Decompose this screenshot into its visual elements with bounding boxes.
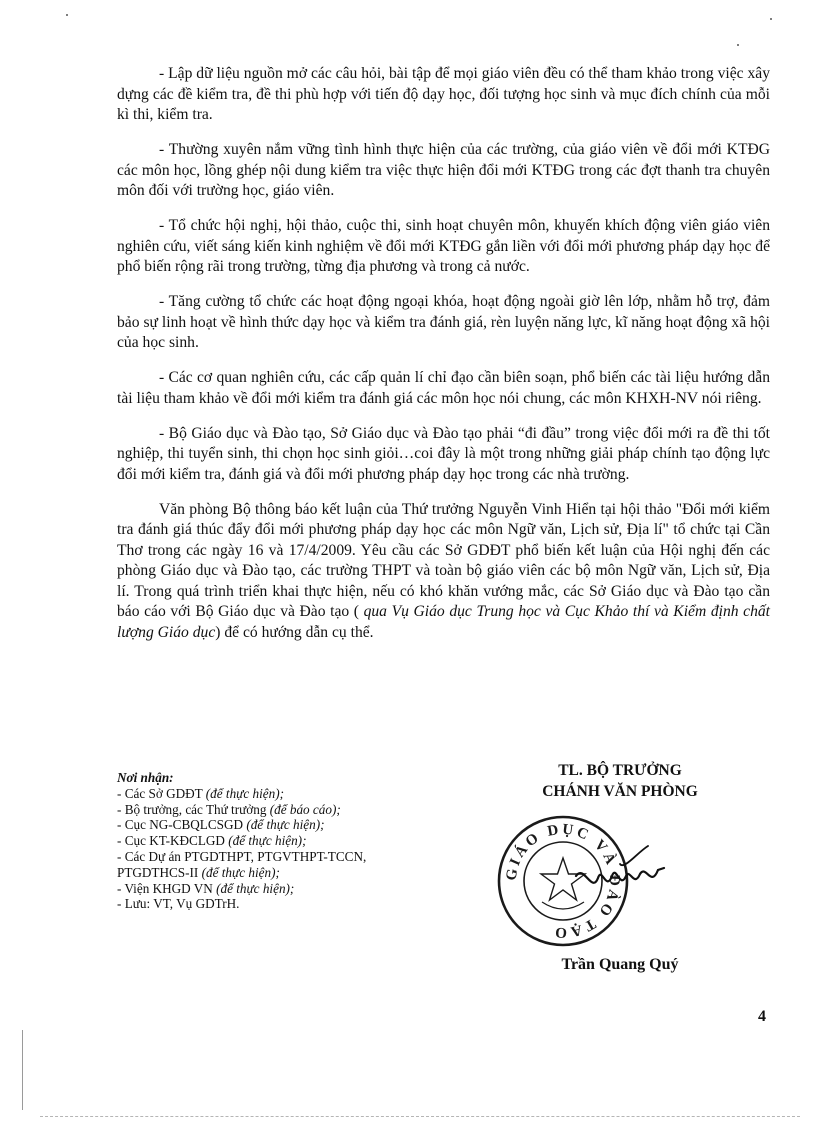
recipient-line xyxy=(117,833,417,849)
recipient-line xyxy=(117,786,417,802)
recipients-title: Nơi nhận: xyxy=(117,770,174,785)
scan-bottom-line xyxy=(40,1116,800,1117)
svg-text:GIÁO DỤC VÀ ĐÀO TẠO xyxy=(504,822,623,941)
recipient-note: (để thực hiện); xyxy=(201,864,280,880)
official-seal-icon xyxy=(488,806,674,956)
recipient-note: (để báo cáo); xyxy=(269,801,341,817)
recipient-text: - Lưu: VT, Vụ GDTrH. xyxy=(117,896,240,912)
recipient-note: (để thực hiện); xyxy=(228,833,307,849)
scan-speck xyxy=(66,14,68,16)
paragraph-2: - Thường xuyên nắm vững tình hình thực hiện của các trường, của giáo viên về đổi mới KTĐG các môn học, lồng ghép nội dung kiểm tra việc thực hiện đổi mới KTĐG trong các đợt thanh tra chuyên môn đối với trường học, giáo viên. xyxy=(117,141,770,199)
scan-speck xyxy=(770,18,772,20)
paragraph-1: - Lập dữ liệu nguồn mở các câu hỏi, bài tập để mọi giáo viên đều có thể tham khảo trong việc xây dựng các đề kiểm tra, đề thi phù hợp với tiến độ dạy học, đối tượng học sinh và mục đích chính của mỗi kì thi, kiểm tra. xyxy=(117,65,770,123)
body-text xyxy=(117,64,770,658)
recipient-text: - Viện KHGD VN xyxy=(117,880,217,896)
paragraph-6: - Bộ Giáo dục và Đào tạo, Sở Giáo dục và Đào tạo phải “đi đầu” trong việc đổi mới ra đề thi tốt nghiệp, thi tuyển sinh, thi chọn học sinh giỏi…coi đây là một trong những giải pháp chính tạo động lực đổi mới kiểm tra, đánh giá và đổi mới phương pháp dạy học trong các nhà trường. xyxy=(117,424,770,483)
signer-name: Trần Quang Quý xyxy=(561,956,679,973)
recipient-note: (để thực hiện); xyxy=(216,880,295,896)
recipient-text: - Các Dự án PTGDTHPT, PTGVTHPT-TCCN, PTGDTHCS-II xyxy=(117,848,367,880)
signature-title-1: TL. BỘ TRƯỞNG xyxy=(558,762,682,779)
recipient-text: - Bộ trưởng, các Thứ trưởng xyxy=(117,801,270,817)
signature-block xyxy=(470,760,770,802)
recipient-line xyxy=(117,896,417,912)
closing-text-end: ) để có hướng dẫn cụ thể. xyxy=(215,623,374,641)
recipient-note: (để thực hiện); xyxy=(205,785,285,801)
scan-edge-line xyxy=(22,1030,23,1110)
seal-text: GIÁO DỤC VÀ ĐÀO TẠO xyxy=(503,821,623,941)
paragraph-4: - Tăng cường tổ chức các hoạt động ngoại khóa, hoạt động ngoài giờ lên lớp, nhằm hỗ trợ, đảm bảo sự linh hoạt về hình thức dạy học và kiểm tra đánh giá, rèn luyện năng lực, kĩ năng hoạt động xã hội của học sinh. xyxy=(117,293,770,351)
closing-text-italic: qua Vụ Giáo dục Trung học và Cục Khảo thí và Kiểm định chất lượng Giáo dục xyxy=(117,603,770,641)
recipient-line xyxy=(117,817,417,833)
closing-text-start: Văn phòng Bộ thông báo kết luận của Thứ trưởng Nguyễn Vinh Hiển tại hội thảo "Đổi mới kiểm tra đánh giá thúc đẩy đổi mới phương pháp dạy học các môn Ngữ văn, Lịch sử, Địa lí" tổ chức tại Cần Thơ trong các ngày 16 và 17/4/2009. Yêu cầu các Sở GDĐT phổ biến kết luận của Hội nghị đến các phòng Giáo dục và Đào tạo, các trường THPT và toàn bộ giáo viên các bộ môn Ngữ văn, Lịch sử, Địa lí. Trong quá trình triển khai thực hiện, nếu có khó khăn vướng mắc, các Sở Giáo dục và Đào tạo cần báo cáo với Bộ Giáo dục và Đào tạo ( xyxy=(117,500,770,620)
recipient-note: (để thực hiện); xyxy=(246,817,325,833)
recipient-text: - Các Sở GDĐT xyxy=(117,785,206,801)
paragraph-5: - Các cơ quan nghiên cứu, các cấp quản lí chỉ đạo cần biên soạn, phổ biến các tài liệu hướng dẫn tài liệu tham khảo về đổi mới kiểm tra đánh giá các môn học nói chung, các môn KHXH-NV nói riêng. xyxy=(117,369,770,407)
recipients-block xyxy=(117,770,417,912)
paragraph-3: - Tổ chức hội nghị, hội thảo, cuộc thi, sinh hoạt chuyên môn, khuyến khích động viên giáo viên nghiên cứu, viết sáng kiến kinh nghiệm về đổi mới KTĐG gắn liền với đổi mới phương pháp dạy học để phổ biến rộng rãi trong trường, từng địa phương và trong cả nước. xyxy=(117,217,770,275)
recipient-line xyxy=(117,802,417,818)
recipient-text: - Cục KT-KĐCLGD xyxy=(117,833,229,849)
scan-speck xyxy=(737,44,739,46)
closing-paragraph xyxy=(117,500,770,644)
recipient-line xyxy=(117,849,417,881)
recipient-line xyxy=(117,881,417,897)
recipient-text: - Cục NG-CBQLCSGD xyxy=(117,817,247,833)
page-number: 4 xyxy=(758,1008,766,1025)
signature-title-2: CHÁNH VĂN PHÒNG xyxy=(542,783,698,800)
